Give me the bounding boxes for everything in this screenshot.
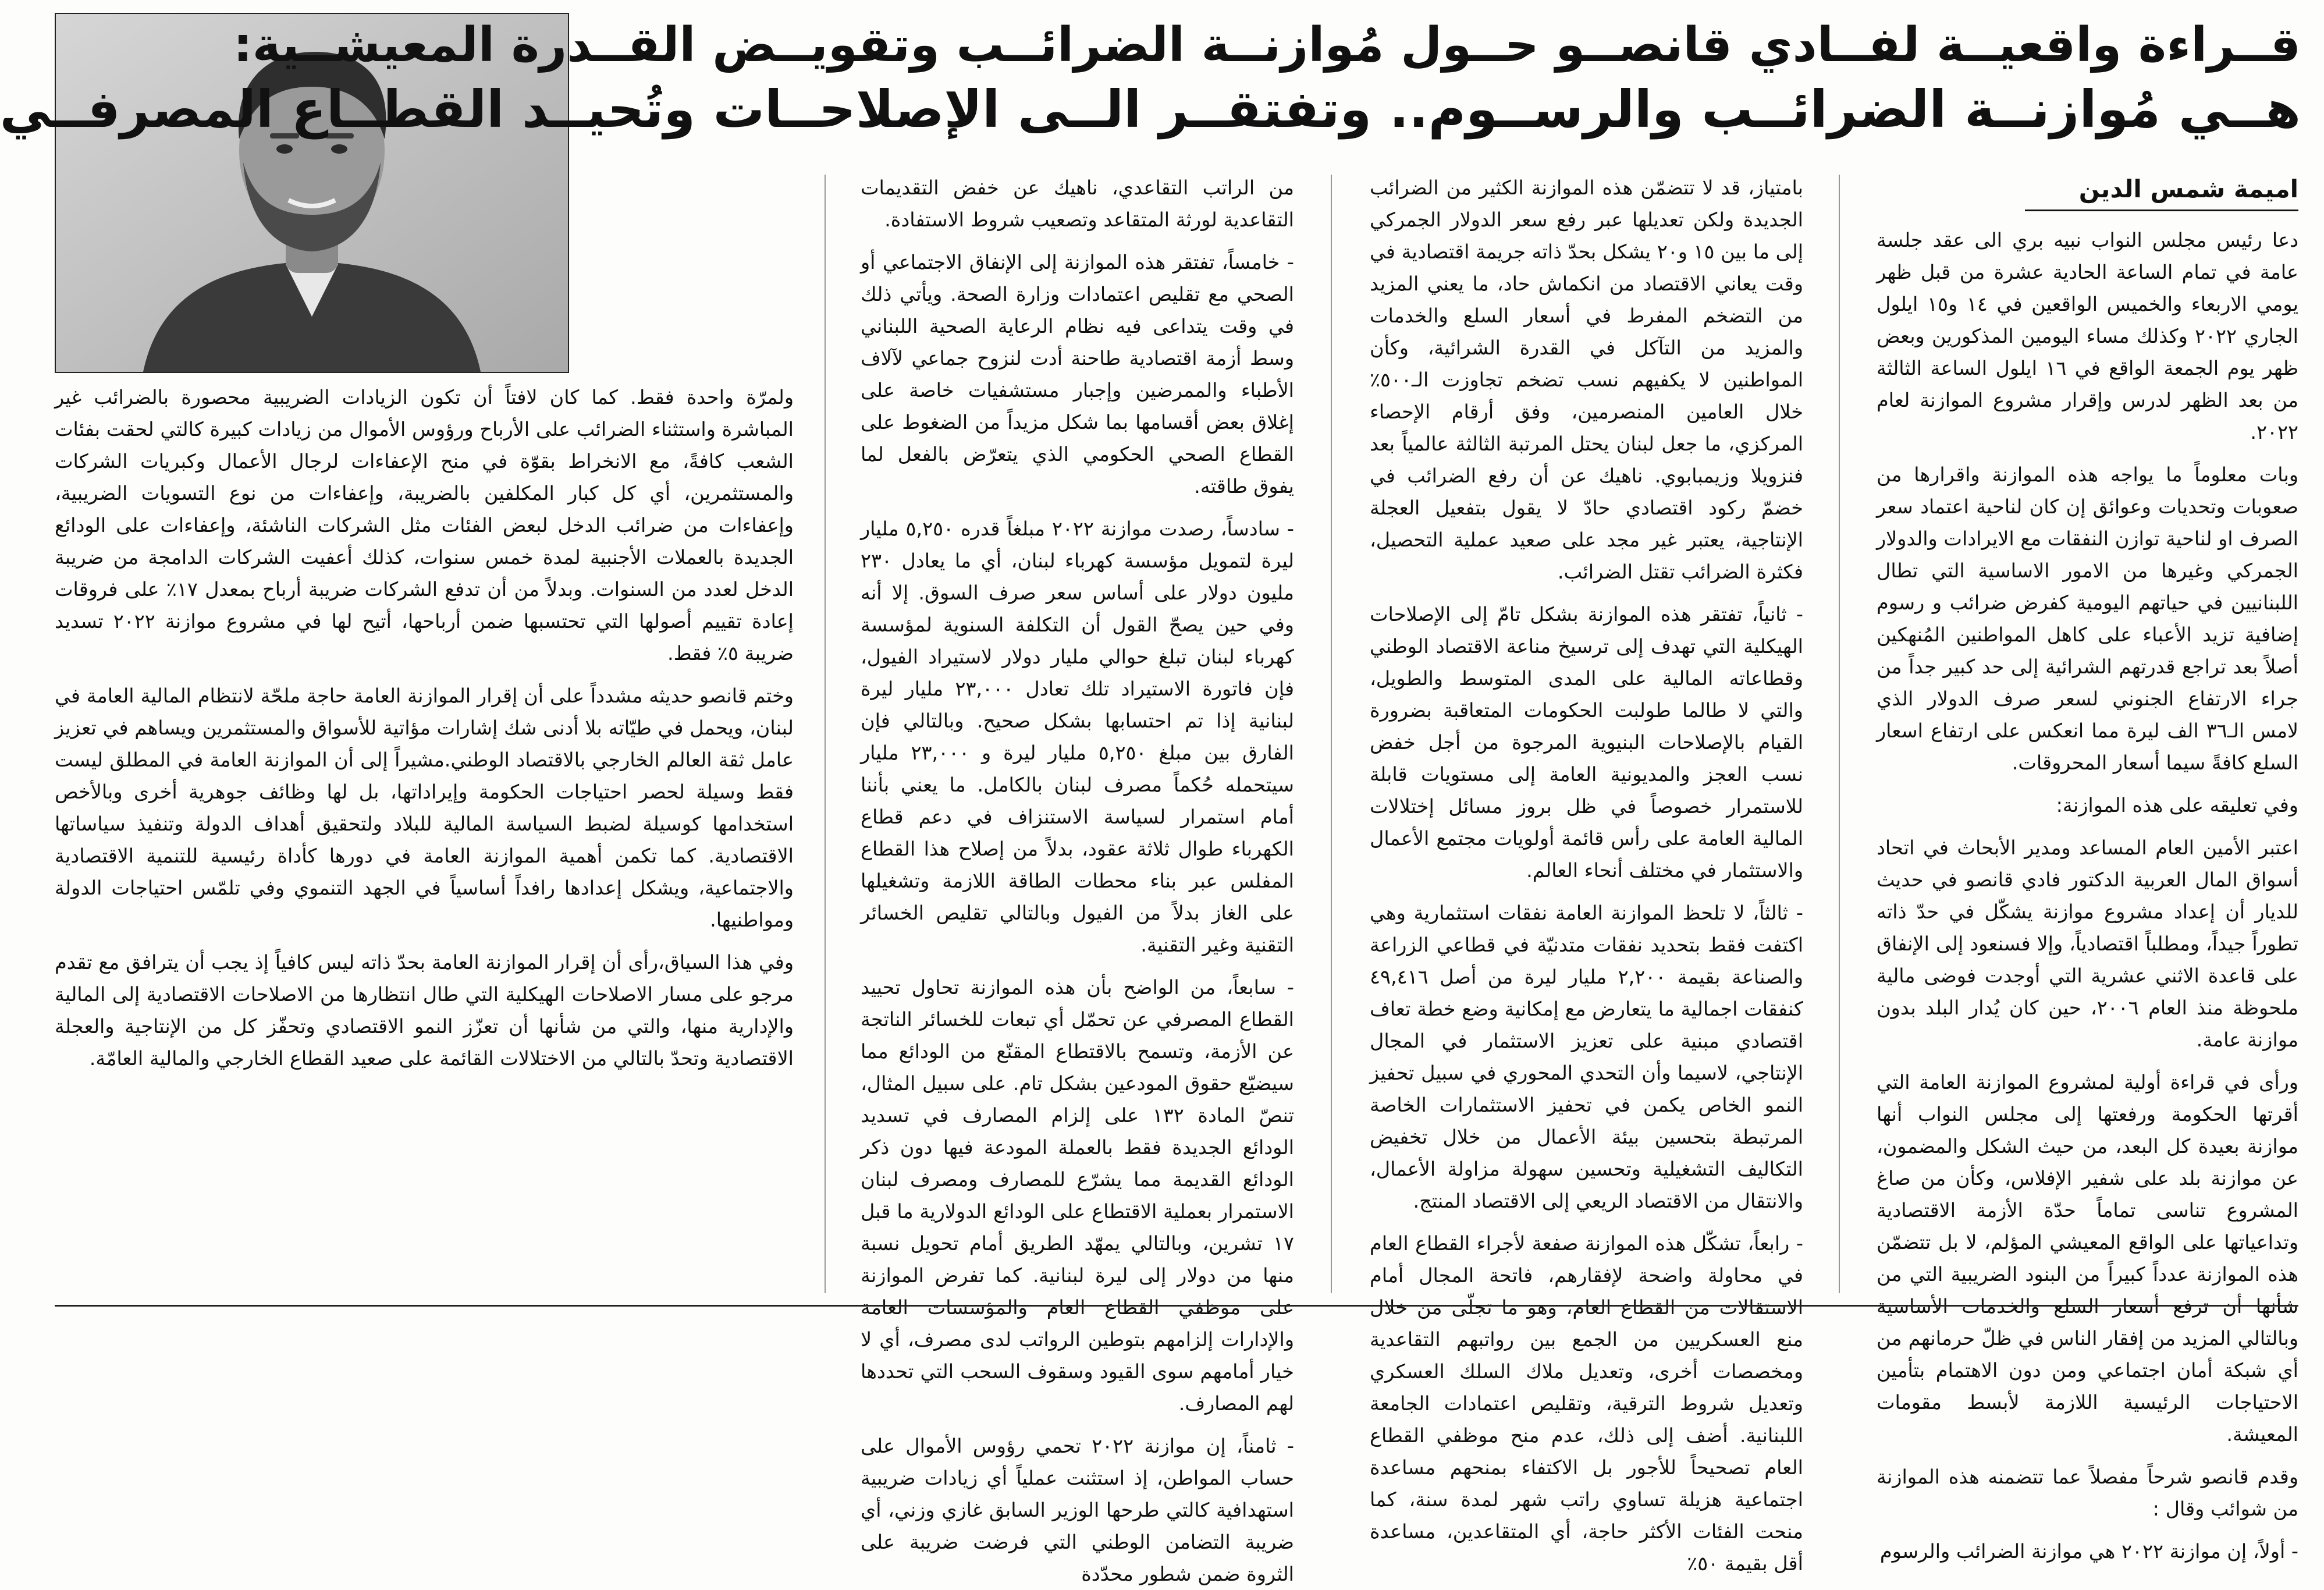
paragraph: - سادساً، رصدت موازنة ٢٠٢٢ مبلغاً قدره ٥,٢٥٠ مليار ليرة لتمويل مؤسسة كهرباء لبنان، أي ما يعادل ٢٣٠ مليون دولار على أساس سعر صرف السوق. إلا أنه وفي حين يصحّ القول أن التكلفة السنوية لمؤسسة كهرباء لبنان تبلغ حوالي مليار دولار لاستيراد الفيول، فإن فاتورة الاستيراد تلك تعادل ٢٣,٠٠٠ مليار ليرة لبنانية إذا تم احتسابها بشكل صحيح. وبالتالي فإن الفارق بين مبلغ ٥,٢٥٠ مليار ليرة و ٢٣,٠٠٠ مليار سيتحمله حُكماً مصرف لبنان بالكامل. ما يعني بأننا أمام استمرار لسياسة الاستنزاف في دعم قطاع الكهرباء طوال ثلاثة عقود، بدلاً من إصلاح هذا القطاع المفلس عبر بناء محطات الطاقة اللازمة وتشغيلها على الغاز بدلاً من الفيول وبالتالي تقليص الخسائر التقنية وغير التقنية. — [861, 517, 1294, 956]
bottom-rule — [55, 1305, 2298, 1307]
headline — [0, 16, 2301, 140]
paragraph: اعتبر الأمين العام المساعد ومدير الأبحاث في اتحاد أسواق المال العربية الدكتور فادي قانصو في حديث للديار أن إعداد مشروع موازنة يشكّل في حدّ ذاته تطوراً جيداً، ومطلباً اقتصادياً، وإلا فسنعود إلى الإنفاق على قاعدة الاثني عشرية التي أوجدت فوضى مالية ملحوظة منذ العام ٢٠٠٦، حين كان يُدار البلد بدون موازنة عامة. — [1877, 836, 2298, 1051]
article-column-1 — [1877, 224, 2299, 1563]
paragraph: ولمرّة واحدة فقط. كما كان لافتاً أن تكون الزيادات الضريبية محصورة بالضرائب غير المباشرة واستثناء الضرائب على الأرباح ورؤوس الأموال من زيادات كبيرة كالتي لحقت بفئات الشعب كافةً، مع الانخراط بقوّة في منح الإعفاءات لرجال الأعمال وكبريات الشركات والمستثمرين، أي كل كبار المكلفين بالضريبة، وإعفاءات من نوع التسويات الضريبية، وإعفاءات من ضرائب الدخل لبعض الفئات مثل الشركات الناشئة، وإعفاءات على الودائع الجديدة بالعملات الأجنبية لمدة خمس سنوات، كذلك أعفيت الشركات الدامجة من ضريبة الدخل لعدد من السنوات. وبدلاً من أن تدفع الشركات ضريبة أرباح بمعدل ١٧٪ على فروقات إعادة تقييم أصولها التي تحتسبها ضمن أرباحها، أتيح لها في مشروع موازنة ٢٠٢٢ تسديد ضريبة ٥٪ فقط. — [55, 386, 794, 665]
column-divider — [1331, 175, 1332, 1293]
column-divider — [825, 175, 826, 1293]
article-column-3 — [861, 172, 1294, 1585]
paragraph: وبات معلوماً ما يواجه هذه الموازنة واقرارها من صعوبات وتحديات وعوائق إن كان لناحية اعتماد سعر الصرف او لناحية توازن النفقات مع الايرادات والدولار الجمركي وغيرها من الامور الاساسية التي تطال اللبنانيين في حياتهم اليومية كفرض ضرائب و رسوم إضافية تزيد الأعباء على كاهل المواطنين المُنهكين أصلاً بعد تراجع قدرتهم الشرائية إلى حد كبير جداً من جراء الارتفاع الجنوني لسعر صرف الدولار الذي لامس الـ٣٦ الف ليرة مما انعكس على ارتفاع اسعار السلع كافةً سيما أسعار المحروقات. — [1877, 463, 2298, 774]
byline: اميمة شمس الدين — [2078, 175, 2298, 203]
paragraph: وختم قانصو حديثه مشدداً على أن إقرار الموازنة العامة حاجة ملحّة لانتظام المالية العامة في لبنان، ويحمل في طيّاته بلا أدنى شك إشارات مؤاتية للأسواق والمستثمرين ويساهم في تعزيز عامل ثقة العالم الخارجي بالاقتصاد الوطني.مشيراً إلى أن الموازنة العامة في المطلق ليست فقط وسيلة لحصر احتياجات الحكومة وإيراداتها، بل لها وظائف جوهرية أخرى وبالأخص استخدامها كوسيلة لضبط السياسة المالية للبلاد ولتحقيق أهداف الدولة وتنفيذ سياساتها الاقتصادية. كما تكمن أهمية الموازنة العامة في دورها كأداة رئيسية للتنمية الاقتصادية والاجتماعية، ويشكل إعدادها رافداً أساسياً في الجهد التنموي وفي تلمّس احتياجات الدولة ومواطنيها. — [55, 684, 794, 931]
headline-line-1: قــراءة واقعيــة لفــادي قانصــو حــول مُوازنــة الضرائــب وتقويــض القــدرة المعيشــية: — [233, 17, 2301, 73]
paragraph: - ثالثاً، لا تلحظ الموازنة العامة نفقات استثمارية وهي اكتفت فقط بتحديد نفقات متدنيّة في قطاعي الزراعة والصناعة بقيمة ٢,٢٠٠ مليار ليرة من أصل ٤٩,٤١٦ كنفقات اجمالية ما يتعارض مع إمكانية وضع خطة تعاف اقتصادي مبنية على تعزيز الاستثمار في المجال الإنتاجي، لاسيما وأن التحدي المحوري في سبيل تحفيز النمو الخاص يكمن في تحفيز الاستثمارات الخاصة المرتبطة بتحسين بيئة الأعمال من خلال تخفيض التكاليف التشغيلية وتحسين سهولة مزاولة الأعمال، والانتقال من الاقتصاد الريعي إلى الاقتصاد المنتج. — [1370, 902, 1803, 1212]
paragraph: - ثانياً، تفتقر هذه الموازنة بشكل تامّ إلى الإصلاحات الهيكلية التي تهدف إلى ترسيخ مناعة الاقتصاد الوطني وقطاعاته المالية على المدى المتوسط والطويل، والتي لا طالما طولبت الحكومات المتعاقبة بضرورة القيام بالإصلاحات البنيوية المرجوة من أجل خفض نسب العجز والمديونية العامة إلى مستويات قابلة للاستمرار خصوصاً في ظل بروز مسائل إختلالات المالية العامة على رأس قائمة أولويات مجتمع الأعمال والاستثمار في مختلف أنحاء العالم. — [1370, 603, 1803, 882]
paragraph: - ثامناً، إن موازنة ٢٠٢٢ تحمي رؤوس الأموال على حساب المواطن، إذ استثنت عملياً أي زيادات ضريبية استهدافية كالتي طرحها الوزير السابق غازي وزني، أي ضريبة التضامن الوطني التي فرضت ضريبة على الثروة ضمن شطور محدّدة — [861, 1435, 1294, 1585]
article-column-2 — [1370, 172, 1804, 1575]
byline-underline — [2025, 210, 2298, 211]
paragraph: ورأى في قراءة أولية لمشروع الموازنة العامة التي أقرتها الحكومة ورفعتها إلى مجلس النواب أنها موازنة بعيدة كل البعد، من حيث الشكل والمضمون، عن موازنة بلد على شفير الإفلاس، وكأن من صاغ المشروع تناسى تماماً حدّة الأزمة الاقتصادية وتداعياتها على الواقع المعيشي المؤلم، لا بل تتضمّن هذه الموازنة عدداً كبيراً من البنود الضريبية التي من شأنها أن ترفع أسعار السلع والخدمات الأساسية وبالتالي المزيد من إفقار الناس في ظلّ حرمانهم من أي شبكة أمان اجتماعي ومن دون الاهتمام بتأمين الاحتياجات الرئيسية اللازمة لأبسط مقومات المعيشة. — [1877, 1071, 2298, 1446]
paragraph: - رابعاً، تشكّل هذه الموازنة صفعة لأجراء القطاع العام في محاولة واضحة لإفقارهم، فاتحة المجال أمام الاستقالات من القطاع العام، وهو ما تجلّى من خلال منع العسكريين من الجمع بين رواتبهم التقاعدية ومخصصات أخرى، وتعديل ملاك السلك العسكري وتعديل شروط الترقية، وتقليص اعتمادات الجامعة اللبنانية. أضف إلى ذلك، عدم منح موظفي القطاع العام تصحيحاً للأجور بل الاكتفاء بمنحهم مساعدة اجتماعية هزيلة تساوي راتب شهر لمدة سنة، كما منحت الفئات الأكثر حاجة، أي المتقاعدين، مساعدة أقل بقيمة ٥٠٪ — [1370, 1232, 1803, 1575]
paragraph: بامتياز، قد لا تتضمّن هذه الموازنة الكثير من الضرائب الجديدة ولكن تعديلها عبر رفع سعر الدولار الجمركي إلى ما بين ١٥ و٢٠ يشكل بحدّ ذاته جريمة اقتصادية في وقت يعاني الاقتصاد من انكماش حاد، ما يعني المزيد من التضخم المفرط في أسعار السلع والخدمات والمزيد من التآكل في القدرة الشرائية، وكأن المواطنين لا يكفيهم نسب تضخم تجاوزت الـ٥٠٠٪ خلال العامين المنصرمين، وفق أرقام الإحصاء المركزي، ما جعل لبنان يحتل المرتبة الثالثة عالمياً بعد فنزويلا وزيمبابوي. ناهيك عن أن رفع الضرائب في خضمّ ركود اقتصادي حادّ لا يقول بتفعيل العجلة الإنتاجية، يعتبر غير مجد على صعيد عملية التحصيل، فكثرة الضرائب تقتل الضرائب. — [1370, 176, 1804, 583]
headline-line-2: هــي مُوازنــة الضرائــب والرســوم.. وتفتقــر الــى الإصلاحــات وتُحيــد القطــاع المصرفــي — [0, 79, 2301, 140]
paragraph: وقدم قانصو شرحاً مفصلاً عما تتضمنه هذه الموازنة من شوائب وقال : — [1877, 1465, 2298, 1520]
paragraph: - أولاً، إن موازنة ٢٠٢٢ هي موازنة الضرائب والرسوم — [1879, 1540, 2298, 1563]
paragraph: - خامساً، تفتقر هذه الموازنة إلى الإنفاق الاجتماعي أو الصحي مع تقليص اعتمادات وزارة الصحة. ويأتي ذلك في وقت يتداعى فيه نظام الرعاية الصحية اللبناني وسط أزمة اقتصادية طاحنة أدت لنزوح جماعي لآلاف الأطباء والممرضين وإجبار مستشفيات خاصة على إغلاق بعض أقسامها بما شكل مزيداً من الضغوط على القطاع الصحي الحكومي الذي يتعرّض بالفعل لما يفوق طاقته. — [861, 251, 1294, 498]
article-column-4 — [55, 381, 794, 1295]
paragraph: وفي هذا السياق،رأى أن إقرار الموازنة العامة بحدّ ذاته ليس كافياً إذ يجب أن يترافق مع تقدم مرجو على مسار الاصلاحات الهيكلية التي طال انتظارها من الاصلاحات الاقتصادية إلى المالية والإدارية منها، والتي من شأنها أن تعزّز النمو الاقتصادي وتحفّز كل من الإنتاجية والعجلة الاقتصادية وتحدّ بالتالي من الاختلالات القائمة على صعيد القطاع الخارجي والمالية العامّة. — [55, 951, 794, 1070]
paragraph: وفي تعليقه على هذه الموازنة: — [2056, 794, 2298, 817]
paragraph: دعا رئيس مجلس النواب نبيه بري الى عقد جلسة عامة في تمام الساعة الحادية عشرة من قبل ظهر يومي الاربعاء والخميس الواقعين في ١٤ و١٥ ايلول الجاري ٢٠٢٢ وكذلك مساء اليومين المذكورين وبعض ظهر يوم الجمعة الواقع في ١٦ ايلول الساعة الثالثة من بعد الظهر لدرس وإقرار مشروع الموازنة لعام ٢٠٢٢. — [1877, 229, 2299, 443]
paragraph: من الراتب التقاعدي، ناهيك عن خفض التقديمات التقاعدية لورثة المتقاعد وتصعيب شروط الاستفادة. — [861, 176, 1294, 231]
paragraph: - سابعاً، من الواضح بأن هذه الموازنة تحاول تحييد القطاع المصرفي عن تحمّل أي تبعات للخسائر الناتجة عن الأزمة، وتسمح بالاقتطاع المقنّع من الودائع مما سيضيّع حقوق المودعين بشكل تام. على سبيل المثال، تنصّ المادة ١٣٢ على إلزام المصارف في تسديد الودائع الجديدة فقط بالعملة المودعة فيها دون ذكر الودائع القديمة مما يشرّع للمصارف ومصرف لبنان الاستمرار بعملية الاقتطاع على الودائع الدولارية ما قبل ١٧ تشرين، وبالتالي يمهّد الطريق أمام تحويل نسبة منها من دولار إلى ليرة لبنانية. كما تفرض الموازنة على موظفي القطاع العام والمؤسسات العامة والإدارات إلزامهم بتوطين الرواتب لدى مصرف، أي لا خيار أمامهم سوى القيود وسقوف السحب التي تحددها لهم المصارف. — [861, 976, 1294, 1415]
column-divider — [1839, 175, 1840, 1293]
